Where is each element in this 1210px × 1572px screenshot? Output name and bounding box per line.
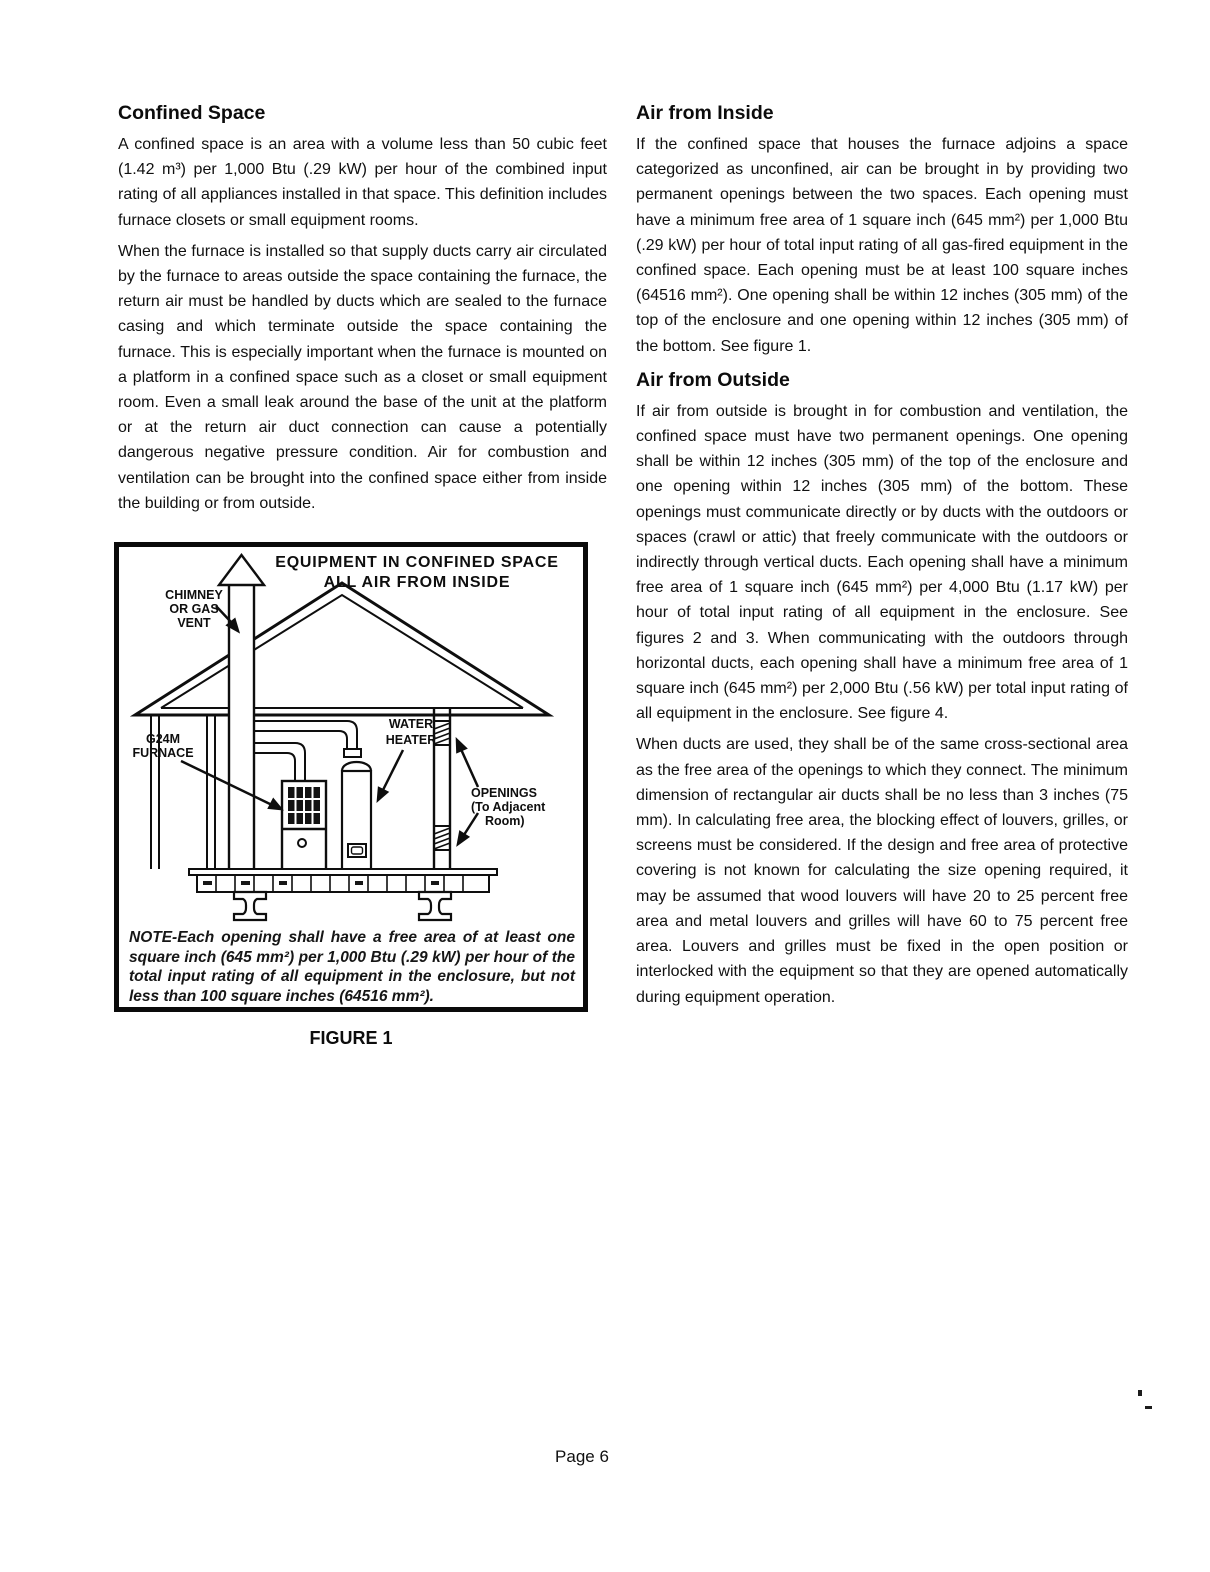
section-title-air-from-inside: Air from Inside (636, 102, 774, 124)
figure-title-line1: EQUIPMENT IN CONFINED SPACE (275, 554, 559, 571)
confined-space-paragraph-2: When the furnace is installed so that supply ducts carry air circulated by the furnace to areas outside the space containing the furnace, the return air must be handled by ducts which are sealed to the furnace casing and which terminate outside the space containing the furnace. This is especially important when the furnace is mounted on a platform in a confined space such as a closet or small equipment room. Even a small leak around the base of the unit at the platform or at the return air duct connection can cause a potentially dangerous negative pressure condition. Air for combustion and ventilation can be brought into the confined space either from inside the building or from outside. (118, 242, 607, 512)
water-heater-vent-cap (344, 749, 361, 757)
furnace-vent-pipe (254, 743, 305, 781)
section-title-air-from-outside: Air from Outside (636, 368, 790, 391)
furnace-label-line1: G24M (145, 732, 181, 746)
lower-opening-hatch (434, 828, 450, 849)
air-from-inside-paragraph: If the confined space that houses the furnace adjoins a space categorized as unconfined, air can be brought in by providing two permanent openings between the two spaces. Each opening must have a minimum free area of 1 square inch (645 mm²) per 1,000 Btu (.29 kW) per hour of total input rating of all gas-fired equipment in the confined space. Each opening must be at least 100 square inches (64516 mm²). One opening shall be within 12 inches (305 mm) of the top of the enclosure and one opening within 12 inches (305 mm) of the bottom. See figure 1. (636, 136, 1128, 355)
burner-door (348, 844, 366, 857)
air-from-outside-paragraph-1: If air from outside is brought in for combustion and ventilation, the confined space must have two permanent openings. One opening shall be within 12 inches (305 mm) of the top of the enclosure and one opening within 12 inches (305 mm) of the bottom. These openings must communicate directly or by ducts with the outdoors or spaces (crawl or attic) that freely communicate with the outdoors or indirectly through vertical ducts. Each opening shall have a minimum free area of 1 square inch (645 mm²) per 4,000 Btu (1.17 kW) per hour of total input rating of all equipment in the enclosure. See figures 2 and 3. When communicating with the outdoors through horizontal ducts, each opening shall have a minimum free area of 1 square inch (645 mm²) per 2,000 Btu (.56 kW) per total input rating of all equipment in the enclosure. See figure 4. (636, 402, 1128, 723)
air-from-outside-paragraph-2: When ducts are used, they shall be of the same cross-sectional area as the free area of the openings to which they connect. The minimum dimension of rectangular air ducts shall be no less than 3 inches (75 mm). In calculating free area, the blocking effect of louvers, grilles, or screens must be considered. If the design and free area of protective covering is not known for calculating the size opening required, it may be assumed that wood louvers will have 20 to 25 percent free area and metal louvers and grilles will have 60 to 75 percent free area. Louvers and grilles must be fixed in the open position or interlocked with the equipment so that they are opened automatically during equipment operation. (636, 736, 1128, 1006)
left-column (118, 101, 607, 522)
confined-space-paragraph-1: A confined space is an area with a volume less than 50 cubic feet (1.42 m³) per 1,000 Btu (.29 kW) per hour of the combined input rating of all appliances installed in that space. This definition includes furnace closets or small equipment rooms. (118, 136, 607, 229)
figure-1-box (114, 542, 588, 1012)
water-heater-vent-pipe (254, 721, 357, 749)
right-column (636, 101, 1128, 1016)
furnace (282, 781, 326, 871)
house-diagram (119, 547, 583, 927)
chimney-label-line3: VENT (177, 616, 211, 630)
chimney-label-line2: OR GAS (169, 602, 219, 616)
vent-arrow-tip (219, 555, 264, 585)
platform (189, 869, 497, 892)
furnace-label-line2: FURNACE (132, 746, 194, 760)
page-number: Page 6 (555, 1447, 609, 1466)
openings-label-line2: (To Adjacent (471, 800, 546, 814)
figure-note: NOTE-Each opening shall have a free area of at least one square inch (645 mm²) per 1,000 Btu (.29 kW) per hour of the total input rating of all equipment in the enclosure, but not less than 100 square inches (64516 mm²). (129, 929, 575, 1005)
upper-opening-hatch (434, 723, 450, 744)
water-heater-label-line2: HEATER (385, 733, 437, 747)
right-wall-openings (434, 708, 450, 869)
chimney-vent (219, 555, 264, 869)
scan-artifact (1138, 1390, 1142, 1396)
platform-feet (234, 892, 451, 920)
openings-label-line1: OPENINGS (471, 786, 537, 800)
water-heater (342, 749, 371, 877)
scan-artifact (1145, 1406, 1152, 1409)
openings-label-line3: Room) (485, 814, 525, 828)
section-title-confined-space: Confined Space (118, 102, 266, 124)
chimney-label-line1: CHIMNEY (165, 588, 223, 602)
figure-title-line2: ALL AIR FROM INSIDE (323, 574, 511, 591)
water-heater-label-line1: WATER (388, 717, 434, 731)
furnace-knob (298, 839, 306, 847)
figure-caption: FIGURE 1 (309, 1028, 393, 1048)
